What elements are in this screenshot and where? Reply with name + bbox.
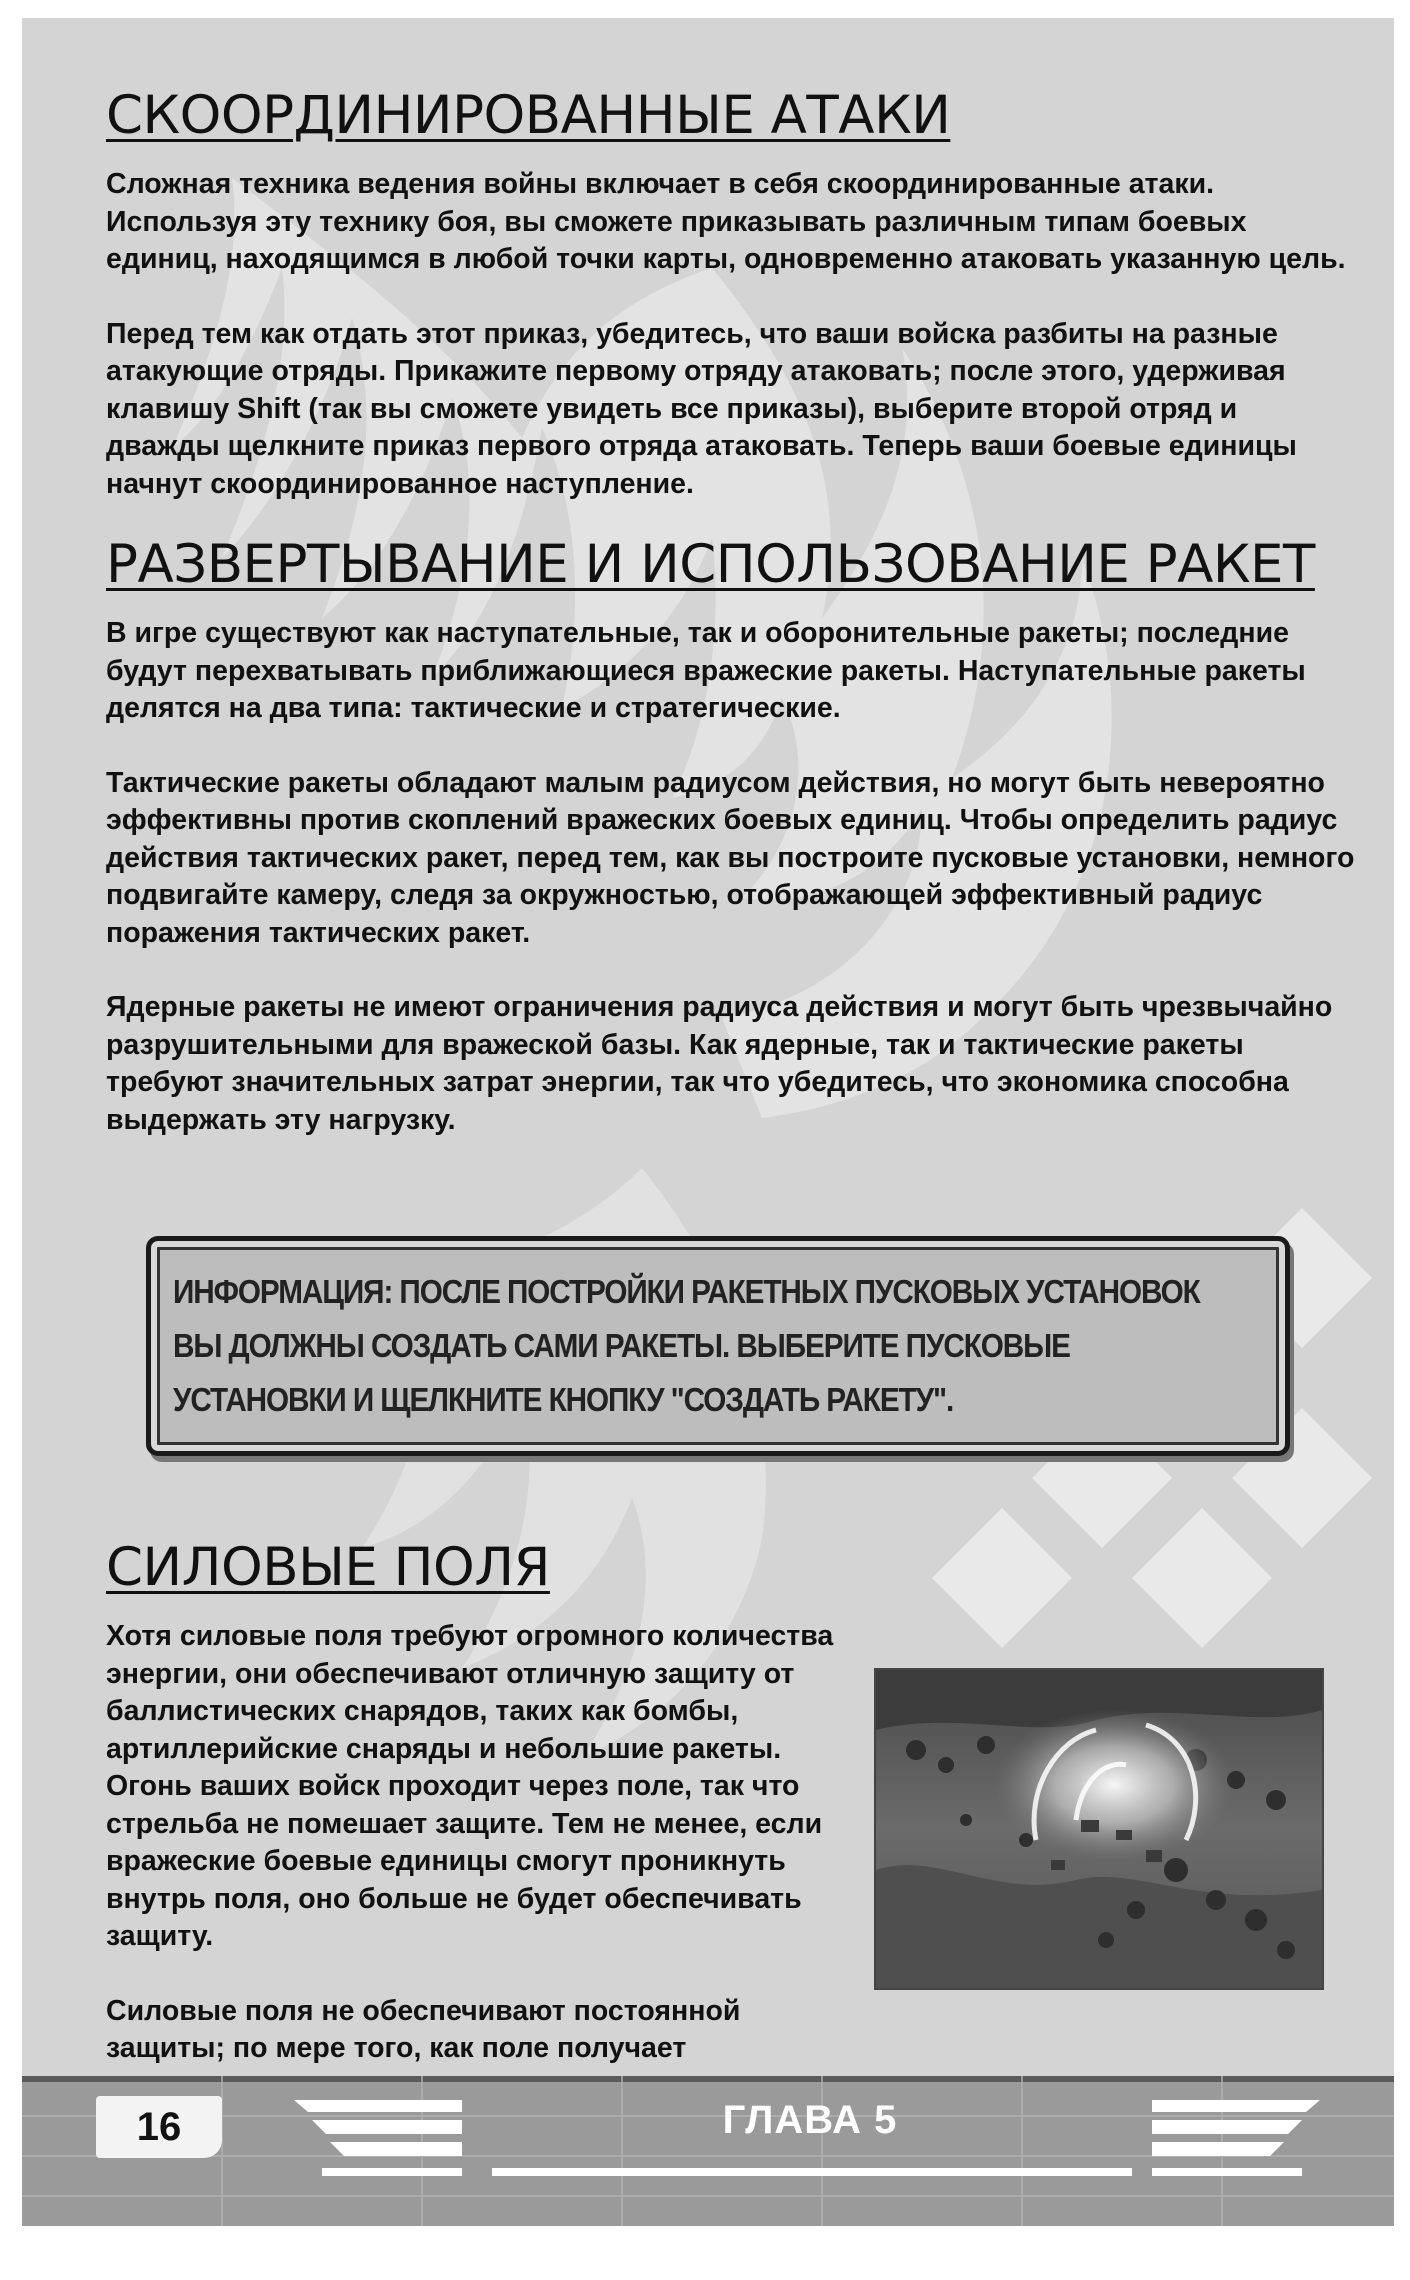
section-heading: СИЛОВЫЕ ПОЛЯ xyxy=(106,1537,550,1598)
page-number-tab xyxy=(96,2096,222,2158)
section-heading: РАЗВЕРТЫВАНИЕ И ИСПОЛЬЗОВАНИЕ РАКЕТ xyxy=(106,534,1315,595)
paragraph: Сложная техника ведения войны включает в себя скоординированные атаки. Используя эту технику боя, вы сможете приказывать различным типам боевых единиц, находящимся в любой точки карты, одновременно атаковать указанную цель. xyxy=(106,168,1346,275)
paragraph: Ядерные ракеты не имеют ограничения радиуса действия и могут быть чрезвычайно разрушительными для вражеской базы. Как ядерные, так и тактические ракеты требуют значительных затрат энергии, так что убедитесь, что экономика способна выдержать эту нагрузку. xyxy=(106,991,1333,1136)
chapter-label: ГЛАВА 5 xyxy=(722,2098,898,2142)
section-heading: СКООРДИНИРОВАННЫЕ АТАКИ xyxy=(106,85,951,146)
paragraph: Перед тем как отдать этот приказ, убедитесь, что ваши войска разбиты на разные атакующие отряды. Прикажите первому отряду атаковать; после этого, удерживая клавишу Shift (так вы сможете увидеть все приказы), выберите второй отряд и дважды щелкните приказ первого отряда атаковать. Теперь ваши боевые единицы начнут скоординированное наступление. xyxy=(106,317,1297,500)
section-missiles xyxy=(106,531,1356,1139)
info-callout-box xyxy=(146,1236,1290,1456)
paragraph: Тактические ракеты обладают малым радиусом действия, но могут быть невероятно эффективны против скоплений вражеских боевых единиц. Чтобы определить радиус действия тактических ракет, перед тем, как вы построите пусковые установки, немного подвигайте камеру, следя за окружностью, отображающей эффективный радиус поражения тактических ракет. xyxy=(106,766,1355,949)
paragraph: В игре существуют как наступательные, так и оборонительные ракеты; последние будут перехватывать приближающиеся вражеские ракеты. Наступательные ракеты делятся на два типа: тактические и стратегические. xyxy=(106,617,1306,724)
page-number: 16 xyxy=(136,2105,182,2149)
game-screenshot-force-field xyxy=(874,1668,1324,1990)
main-content xyxy=(106,82,1356,1139)
paragraph: Хотя силовые поля требуют огромного количества энергии, они обеспечивают отличную защиту от баллистических снарядов, таких как бомбы, артиллерийские снаряды и небольшие ракеты. Огонь ваших войск проходит через поле, так что стрельба не помешает защите. Тем не менее, если вражеские боевые единицы смогут проникнуть внутрь поля, оно больше не будет обеспечивать защиту. xyxy=(106,1620,834,1952)
section-coordinated-attacks xyxy=(106,82,1356,503)
paragraph: Силовые поля не обеспечивают постоянной защиты; по мере того, как поле получает xyxy=(106,1994,741,2064)
info-callout-text: ИНФОРМАЦИЯ: ПОСЛЕ ПОСТРОЙКИ РАКЕТНЫХ ПУСКОВЫХ УСТАНОВОК ВЫ ДОЛЖНЫ СОЗДАТЬ САМИ РАКЕТЫ. ВЫБЕРИТЕ ПУСКОВЫЕ УСТАНОВКИ И ЩЕЛКНИТЕ КНОПКУ "СОЗДАТЬ РАКЕТУ". xyxy=(173,1273,1200,1418)
page-paper xyxy=(22,18,1394,2094)
